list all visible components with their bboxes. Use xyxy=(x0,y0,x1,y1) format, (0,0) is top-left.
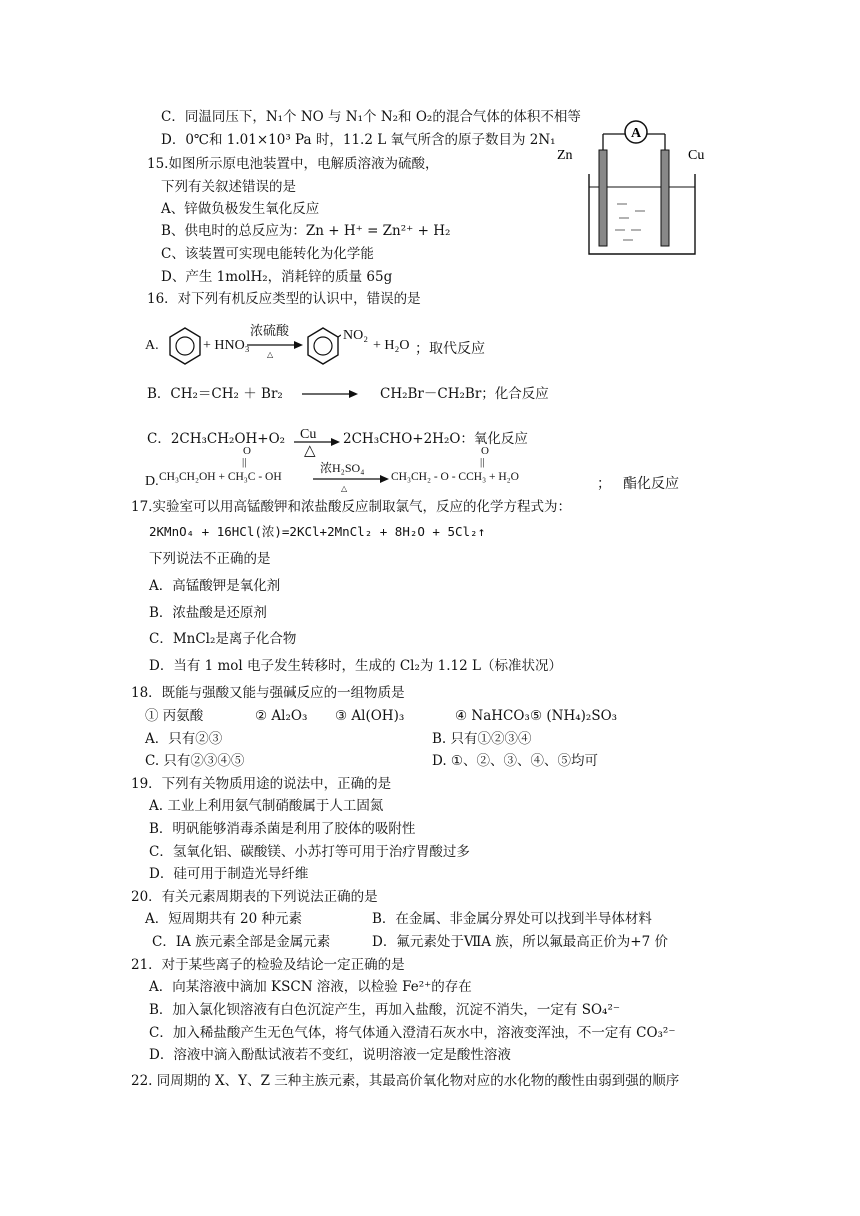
zinc-electrode xyxy=(599,150,607,246)
cu-label: Cu xyxy=(688,148,705,163)
q21-option-a: A．向某溶液中滴加 KSCN 溶液，以检验 Fe²⁺的存在 xyxy=(149,979,472,995)
q21-option-d: D．溶液中滴入酚酞试液若不变红，说明溶液一定是酸性溶液 xyxy=(149,1047,511,1063)
q16a-heat: △ xyxy=(267,350,274,359)
q16d-carbonyl-o-right: O xyxy=(481,445,489,457)
q16a-condition: 浓硫酸 xyxy=(250,323,290,338)
q19-option-b: B．明矾能够消毒杀菌是利用了胶体的吸附性 xyxy=(149,821,416,837)
reaction-arrow-icon xyxy=(302,389,358,399)
q18-item-3: ③ Al(OH)₃ xyxy=(335,708,405,724)
q17-stem-2: 下列说法不正确的是 xyxy=(149,551,271,567)
q16a-nitro-group: NO₂ xyxy=(343,328,369,343)
q20-option-b: B．在金属、非金属分界处可以找到半导体材料 xyxy=(372,911,652,927)
q18-item-5: ⑤ (NH₄)₂SO₃ xyxy=(530,708,618,724)
ammeter-label: A xyxy=(630,126,642,141)
q16c-catalyst: Cu xyxy=(300,427,317,442)
q16d-lhs: CH₃CH₂OH + CH₃C - OH xyxy=(159,471,282,483)
zn-label: Zn xyxy=(557,148,573,163)
q16-option-b-product: CH₂Br－CH₂Br；化合反应 xyxy=(380,386,549,402)
q16-option-c-product: 2CH₃CHO+2H₂O：氧化反应 xyxy=(343,431,528,447)
q15-option-d: D、产生 1molH₂，消耗锌的质量 65g xyxy=(161,269,393,285)
q19-option-c: C．氢氧化铝、碳酸镁、小苏打等可用于治疗胃酸过多 xyxy=(149,844,470,860)
benzene-ring-icon xyxy=(305,326,341,366)
q16a-reagent: + HNO₃ xyxy=(203,338,250,353)
q14-option-d: D．0℃和 1.01×10³ Pa 时，11.2 L 氧气所含的原子数目为 2N₁ xyxy=(161,132,556,148)
reaction-arrow-icon xyxy=(313,474,389,484)
benzene-ring-icon xyxy=(167,326,203,366)
q16a-product: + H₂O xyxy=(373,338,410,353)
q18-option-d: D. ①、②、③、④、⑤均可 xyxy=(432,753,599,769)
q15-stem: 15.如图所示原电池装置中，电解质溶液为硫酸， xyxy=(147,156,439,172)
reaction-arrow-icon xyxy=(247,340,303,350)
q19-option-d: D．硅可用于制造光导纤维 xyxy=(149,866,309,882)
q16-option-b: B．CH₂＝CH₂ ＋ Br₂ xyxy=(147,386,283,402)
q20-stem: 20．有关元素周期表的下列说法正确的是 xyxy=(131,889,378,905)
q17-option-a: A．高锰酸钾是氧化剂 xyxy=(149,578,281,594)
q15-option-c: C、该装置可实现电能转化为化学能 xyxy=(161,246,374,262)
galvanic-cell-diagram xyxy=(555,112,730,262)
q16a-label: A. xyxy=(145,338,159,353)
q18-option-a: A．只有②③ xyxy=(145,731,223,747)
q16d-condition: 浓H₂SO₄ xyxy=(320,461,365,475)
q16d-label: D. xyxy=(145,474,159,489)
q17-option-b: B．浓盐酸是还原剂 xyxy=(149,605,267,621)
q21-option-c: C．加入稀盐酸产生无色气体，将气体通入澄清石灰水中，溶液变浑浊，不一定有 CO₃²⁻ xyxy=(149,1025,676,1041)
q14-option-c: C．同温同压下，N₁个 NO 与 N₁个 N₂和 O₂的混合气体的体积不相等 xyxy=(161,109,581,125)
q16c-heat: △ xyxy=(304,443,316,459)
q16d-heat: △ xyxy=(341,484,348,493)
q20-option-d: D．氟元素处于ⅦA 族，所以氟最高正价为+7 价 xyxy=(372,934,668,950)
q20-option-a: A．短周期共有 20 种元素 xyxy=(145,911,303,927)
q19-option-a: A. 工业上利用氨气制硝酸属于人工固氮 xyxy=(149,798,384,814)
q21-stem: 21．对于某些离子的检验及结论一定正确的是 xyxy=(131,957,405,973)
q16d-rhs: CH₃CH₂ - O - CCH₃ + H₂O xyxy=(391,471,519,483)
q16-option-c: C．2CH₃CH₂OH+O₂ xyxy=(147,431,286,447)
q18-option-b: B. 只有①②③④ xyxy=(432,731,532,747)
q17-equation: 2KMnO₄ + 16HCl(浓)=2KCl+2MnCl₂ + 8H₂O + 5Cl₂↑ xyxy=(149,524,486,539)
q16-option-d xyxy=(145,445,705,493)
q16-stem: 16．对下列有机反应类型的认识中，错误的是 xyxy=(147,291,421,307)
q15-option-a: A、锌做负极发生氧化反应 xyxy=(161,201,320,217)
q18-item-2: ② Al₂O₃ xyxy=(255,708,308,724)
q17-stem: 17.实验室可以用高锰酸钾和浓盐酸反应制取氯气，反应的化学方程式为： xyxy=(131,499,571,515)
copper-electrode xyxy=(661,150,669,246)
q15-option-b: B、供电时的总反应为：Zn + H⁺ = Zn²⁺ + H₂ xyxy=(161,223,451,239)
q18-item-4: ④ NaHCO₃ xyxy=(455,708,530,724)
q18-option-c: C. 只有②③④⑤ xyxy=(145,753,245,769)
q20-option-c: C．ⅠA 族元素全部是金属元素 xyxy=(152,934,331,950)
q16d-sep: ； xyxy=(597,477,611,492)
q16a-type: ；取代反应 xyxy=(415,342,485,357)
q19-stem: 19．下列有关物质用途的说法中，正确的是 xyxy=(131,776,392,792)
q16d-type: 酯化反应 xyxy=(623,477,679,492)
q17-option-d: D．当有 1 mol 电子发生转移时，生成的 Cl₂为 1.12 L（标准状况） xyxy=(149,658,562,674)
q16d-carbonyl-bond-right: || xyxy=(480,456,485,468)
q22-stem: 22. 同周期的 X、Y、Z 三种主族元素，其最高价氧化物对应的水化物的酸性由弱到强的顺序 xyxy=(131,1073,680,1089)
q16-option-a xyxy=(145,320,665,370)
q21-option-b: B．加入氯化钡溶液有白色沉淀产生，再加入盐酸，沉淀不消失，一定有 SO₄²⁻ xyxy=(149,1002,620,1018)
q18-stem: 18．既能与强酸又能与强碱反应的一组物质是 xyxy=(131,685,405,701)
q18-item-1: ① 丙氨酸 xyxy=(145,708,204,724)
q15-stem-2: 下列有关叙述错误的是 xyxy=(161,179,296,195)
q16d-carbonyl-bond-left: || xyxy=(242,456,247,468)
q17-option-c: C．MnCl₂是离子化合物 xyxy=(149,631,297,647)
q16d-carbonyl-o-left: O xyxy=(243,445,251,457)
